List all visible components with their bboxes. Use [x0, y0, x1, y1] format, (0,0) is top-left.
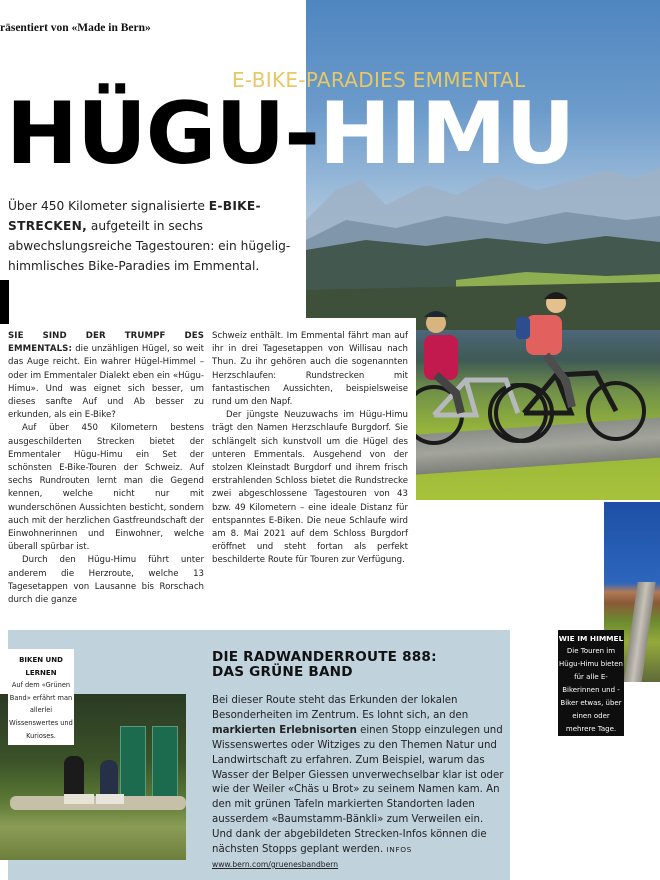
intro-lead [8, 196, 308, 276]
intro-bold: E-BIKE-STRECKEN, [8, 199, 261, 233]
section-marker [0, 280, 9, 324]
person [100, 760, 118, 798]
title-line: DIE RADWANDERROUTE 888: [212, 649, 437, 665]
paragraph-text: die unzähligen Hügel, so weit das Auge reicht. Ein wahrer Hügel-Himmel – oder im Emmentaler Dialekt eben ein «Hügu-Himu». Und was eignet sich besser, um dieses sanfte Auf und Ab besser zu erkunden, als ein E-Bike? [8, 344, 204, 421]
caption-text: Die Touren im Hügu-Himu bieten für alle E-Bikerinnen und -Biker etwas, über einen oder mehrere Tage. [559, 647, 623, 733]
green-sign [152, 726, 178, 798]
person [64, 756, 84, 798]
kicker-headline: E-BIKE-PARADIES EMMENTAL [232, 68, 526, 92]
person-legs [96, 794, 124, 804]
paragraph: Schweiz enthält. Im Emmental fährt man auf ihr in drei Tagesetappen von Willisau nach Thun. Zu ihr gehören auch die sogenannten Herzschlaufen: Rundstrecken mit fantastischen Aussichten, beispielsweise rund um den Napf. [212, 331, 408, 408]
infos-label: INFOS [386, 845, 412, 855]
body-text: einen Stopp einzulegen und Wissenswertes oder Witziges zu den Themen Natur und Landwirtschaft zu erfahren. Zum Beispiel, warum das Wasser der Belper Giessen unverwechselbar klar ist oder wie der Weiler «Chäs u Brot» zu seinem Namen kam. An den mit grünen Tafeln markierten Standorten laden ausserdem «Baumstamm-Bänkli» zum Verweilen ein. Und dank der abgebildeten Strecken-Infos können die nächsten Stopps geplant werden. [212, 724, 504, 856]
cyclists-illustration [406, 285, 656, 465]
article-column-2 [212, 330, 408, 568]
paragraph: Der jüngste Neuzuwachs im Hügu-Himu trägt den Namen Herzschlaufe Burgdorf. Sie schlängelt sich kunstvoll um die Hügel des unteren Emmentals. Ausgehend von der stolzen Kleinstadt Burgdorf und ihrem frisch erstrahlenden Schloss bietet die Rundstrecke zwei abgeschlossene Tagestouren von 43 bzw. 49 Kilometern – eine ideale Distanz für entspanntes E-Biken. Die neue Schlaufe wird am 8. Mai 2021 auf dem Schloss Burgdorf eröffnet und steht fortan als perfekt beschilderte Route für Touren zur Verfügung. [212, 410, 408, 566]
page-title [6, 84, 574, 184]
paragraph: Auf über 450 Kilometern bestens ausgeschilderten Strecken bietet der Emmentaler Hügu-Himu ein Set der schönsten E-Bike-Touren der Schweiz. Auf sechs Rundrouten lernt man die Gegend kennen, welche nicht nur mit wunderschönen Aussichten besticht, sondern auch mit der herzlichen Gastfreundschaft der Einwohnerinnen und Einwohner, welche überall spürbar ist. [8, 423, 204, 553]
person-legs [64, 794, 94, 804]
title-white-part: HIMU [318, 84, 575, 184]
caption-title: BIKEN UND LERNEN [19, 656, 63, 677]
caption-text: Auf dem «Grünen Band» erfährt man allerlei Wissenswertes und Kurioses. [9, 681, 73, 740]
title-line: DAS GRÜNE BAND [212, 664, 353, 680]
green-sign [120, 726, 146, 798]
body-text: Bei dieser Route steht das Erkunden der lokalen Besonderheiten im Zentrum. Es lohnt sich, an den [212, 695, 469, 721]
caption-wie-im-himmel [558, 630, 624, 736]
caption-biken-lernen [8, 649, 74, 745]
paragraph: Durch den Hügu-Himu führt unter anderem die Herzroute, welche 13 Tagesetappen von Lausanne bis Rorschach durch die ganze [8, 555, 204, 606]
lead-in: SIE SIND DER TRUMPF DES EMMENTALS: [8, 331, 204, 355]
presented-by-line: räsentiert von «Made in Bern» [0, 22, 151, 34]
infos-link[interactable]: www.bern.com/gruenesbandbern [212, 859, 339, 869]
caption-title: WIE IM HIMMEL [558, 634, 624, 643]
intro-part2: aufgeteilt in sechs abwechslungsreiche Tagestouren: ein hügelig-himmlisches Bike-Paradies im Emmental. [8, 219, 291, 273]
paragraph [8, 330, 204, 422]
intro-part1: Über 450 Kilometer signalisierte [8, 199, 209, 213]
green-band-title [212, 650, 502, 680]
green-band-text [212, 694, 504, 873]
wall-shape [622, 582, 655, 682]
title-black-part: HÜGU- [6, 84, 319, 184]
article-column-1 [8, 330, 204, 607]
highlight-text: markierten Erlebnisorten [212, 724, 357, 736]
